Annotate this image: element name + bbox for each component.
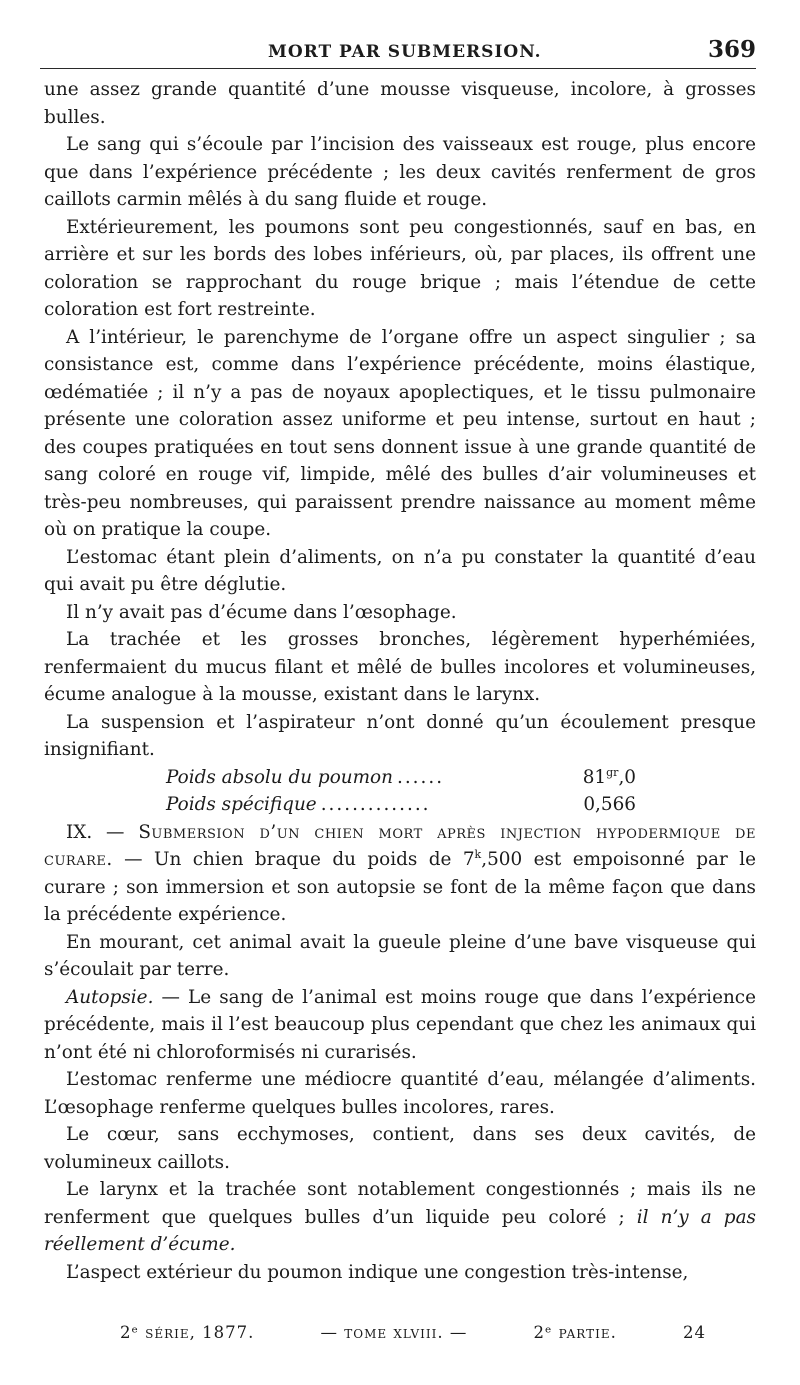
leader-dots: ...... bbox=[396, 766, 445, 788]
section-number: IX. — bbox=[66, 821, 125, 843]
measurement-label: Poids absolu du poumon bbox=[166, 766, 393, 788]
footer-signature bbox=[120, 1323, 706, 1342]
measurement-row bbox=[166, 764, 636, 792]
paragraph-oesophagus: Il n’y avait pas d’écume dans l’œsophage. bbox=[66, 601, 457, 623]
paragraph-heart: Le cœur, sans ecchymoses, contient, dans ses deux cavités, de volumineux caillots. bbox=[44, 1124, 756, 1173]
paragraph-blood: Le sang qui s’écoule par l’incision des vaisseaux est rouge, plus encore que dans l’expérience précédente ; les deux cavités renferment de gros caillots carmin mêlés à du sang fluide et rouge. bbox=[44, 134, 756, 210]
running-title: MORT PAR SUBMERSION. bbox=[268, 42, 542, 62]
paragraph-exterior-lungs: Extérieurement, les poumons sont peu congestionnés, sauf en bas, en arrière et sur les bords des lobes inférieurs, où, par places, ils offrent une coloration se rapprochant du rouge brique ; mais l’étendue de cette coloration est fort restreinte. bbox=[44, 216, 756, 320]
section-ix-paragraph: IX. — Submersion d’un chien mort après injection hypodermique de curare. — Un chien braque du poids de 7$^k$,500 est empoisonné par le curare ; son immersion et son autopsie se font de la même façon que dans la précédente expérience. bbox=[44, 821, 756, 925]
paragraph-dying: En mourant, cet animal avait la gueule pleine d’une bave visqueuse qui s’écoulait par terre. bbox=[44, 931, 756, 980]
paragraph-autopsy: Autopsie. — Le sang de l’animal est moins rouge que dans l’expérience précédente, mais il l’est beaucoup plus cependant que chez les animaux qui n’ont été ni chloroformisés ni curarisés. bbox=[44, 986, 756, 1063]
footer-signature-number: 24 bbox=[682, 1323, 706, 1342]
measurement-label: Poids spécifique bbox=[166, 794, 317, 815]
measurement-row bbox=[166, 791, 636, 819]
paragraph-trachea: La trachée et les grosses bronches, légèrement hyperhémiées, renfermaient du mucus filant et mêlé de bulles incolores et volumineuses, écume analogue à la mousse, existant dans le larynx. bbox=[44, 629, 756, 705]
paragraph-larynx: Le larynx et la trachée sont notablement congestionnés ; mais ils ne renferment que quelques bulles d’un liquide peu coloré ; il n’y a pas réellement d’écume. bbox=[44, 1179, 756, 1255]
paragraph-lung-aspect: L’aspect extérieur du poumon indique une congestion très-intense, bbox=[66, 1261, 689, 1283]
section-heading: Submersion d’un chien mort après injection hypodermique de curare. bbox=[44, 821, 756, 870]
footer-partie: 2ᵉ partie. bbox=[533, 1323, 617, 1342]
measurement-value: $81^{gr},0$ bbox=[582, 765, 636, 788]
paragraph-continuation: une assez grande quantité d’une mousse visqueuse, incolore, à grosses bulles. bbox=[44, 79, 756, 128]
footer-tome: — tome xlviii. — bbox=[320, 1323, 468, 1342]
measurement-value: 0,566 bbox=[583, 794, 636, 815]
page-number: 369 bbox=[707, 36, 756, 63]
paragraph-stomach-2: L’estomac renferme une médiocre quantité d’eau, mélangée d’aliments. L’œsophage renferme quelques bulles incolores, rares. bbox=[44, 1069, 756, 1118]
footer-series: 2ᵉ série, 1877. bbox=[120, 1323, 255, 1342]
leader-dots: .............. bbox=[320, 794, 431, 815]
paragraph-interior-lungs: A l’intérieur, le parenchyme de l’organe offre un aspect singulier ; sa consistance est, comme dans l’expérience précédente, moins élastique, œdématiée ; il n’y a pas de noyaux apoplectiques, et le tissu pulmonaire présente une coloration assez uniforme et peu intense, surtout en haut ; des coupes pratiquées en tout sens donnent issue à une grande quantité de sang coloré en rouge vif, limpide, mêlé des bulles d’air volumineuses et très-peu nombreuses, qui paraissent prendre naissance au moment même où on pratique la coupe. bbox=[44, 326, 756, 540]
autopsy-label: Autopsie. bbox=[66, 986, 154, 1008]
body-text bbox=[44, 76, 756, 1286]
paragraph-stomach: L’estomac étant plein d’aliments, on n’a pu constater la quantité d’eau qui avait pu être déglutie. bbox=[44, 546, 756, 595]
paragraph-suspension: La suspension et l’aspirateur n’ont donné qu’un écoulement presque insignifiant. bbox=[44, 711, 756, 760]
running-header bbox=[40, 34, 756, 69]
